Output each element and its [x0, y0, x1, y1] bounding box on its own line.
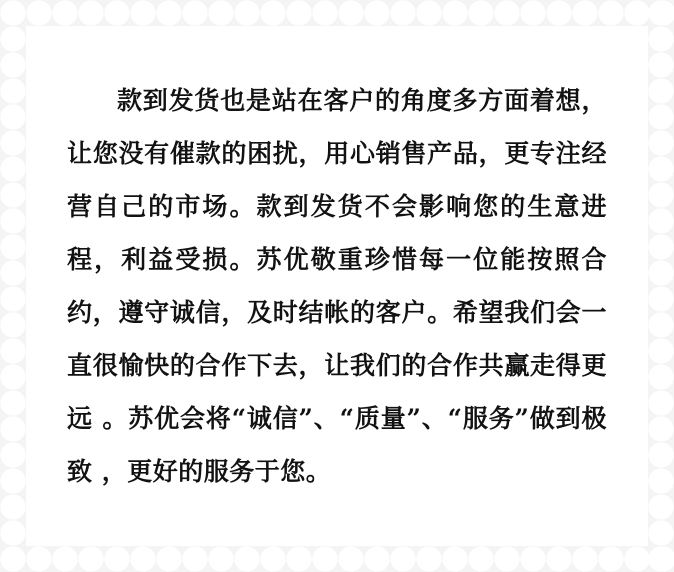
scalloped-border-left	[0, 0, 26, 572]
scalloped-border-right	[648, 0, 674, 572]
scalloped-border-bottom	[0, 546, 674, 572]
scalloped-border-top	[0, 0, 674, 26]
document-paragraph: 款到发货也是站在客户的角度多方面着想，让您没有催款的困扰，用心销售产品，更专注经营自己的市场。款到发货不会影响您的生意进程，利益受损。苏优敬重珍惜每一位能按照合约，遵守诚信，及时结帐的客户。希望我们会一直很愉快的合作下去，让我们的合作共赢走得更远 。苏优会将“诚信”、“质量”、“服务”做到极致 ，更好的服务于您。	[67, 86, 607, 486]
paper-surface	[26, 26, 648, 546]
card-inner-panel	[26, 26, 648, 546]
